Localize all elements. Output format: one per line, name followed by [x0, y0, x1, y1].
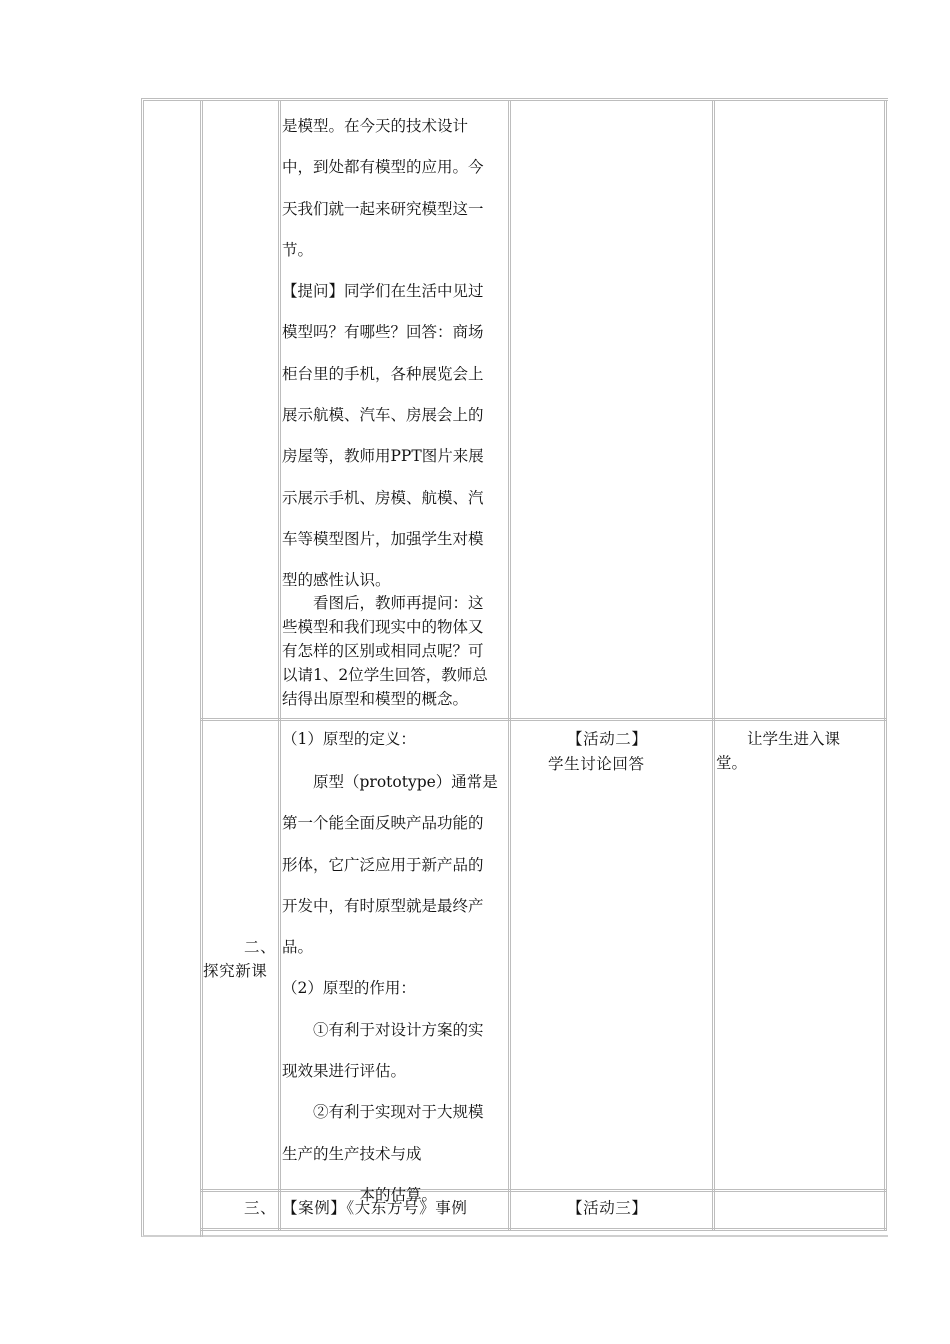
case-title: 【案例】《大东方号》事例	[282, 1199, 468, 1217]
text-line: 开发中，有时原型就是最终产	[282, 896, 484, 915]
row1-content-continued	[282, 591, 508, 711]
text-line: 第一个能全面反映产品功能的	[282, 814, 484, 833]
text-line: 生产的生产技术与成	[282, 1144, 422, 1163]
column-divider-4	[712, 101, 715, 1231]
text-line: 有怎样的区别或相同点呢？可	[282, 642, 484, 660]
text-line: 看图后，教师再提问：这	[282, 594, 484, 612]
column-divider-2	[278, 101, 281, 1231]
column-divider-5	[884, 101, 887, 1231]
activity-text: 学生讨论回答	[548, 755, 645, 773]
text-line: 形体，它广泛应用于新产品的	[282, 855, 484, 874]
text-line: 示展示手机、房模、航模、汽	[282, 488, 484, 507]
activity-title: 【活动三】	[567, 1199, 648, 1217]
text-line: 本的估算。	[282, 1185, 438, 1204]
text-line: 原型（prototype）通常是	[282, 773, 498, 791]
text-line: 品。	[282, 938, 314, 957]
row1-content	[282, 106, 508, 602]
text-line: 结得出原型和模型的概念。	[282, 690, 469, 708]
text-line: （2）原型的作用：	[282, 979, 416, 998]
column-divider-1	[200, 101, 203, 1237]
text-line: 堂。	[716, 754, 748, 772]
design-intent	[716, 727, 840, 775]
row-divider-1	[200, 718, 886, 721]
stage-number: 三、	[244, 1199, 277, 1217]
text-line: 柜台里的手机，各种展览会上	[282, 364, 484, 383]
stage-name: 探究新课	[203, 962, 268, 980]
text-line: 房屋等，教师用PPT图片来展	[282, 447, 484, 466]
text-line: 天我们就一起来研究模型这一	[282, 199, 484, 218]
lesson-plan-table	[141, 98, 888, 1237]
text-line: 些模型和我们现实中的物体又	[282, 618, 484, 636]
text-line: 现效果进行评估。	[282, 1062, 407, 1081]
text-line: 模型吗？有哪些？回答：商场	[282, 323, 484, 342]
row2-content	[282, 727, 508, 1216]
column-divider-3	[508, 101, 511, 1231]
text-line: ①有利于对设计方案的实	[282, 1020, 484, 1039]
activity-title: 【活动二】	[567, 730, 648, 748]
text-line: 是模型。在今天的技术设计	[282, 117, 469, 135]
text-line: 型的感性认识。	[282, 571, 391, 590]
text-line: 让学生进入课	[716, 730, 841, 748]
text-line: 中，到处都有模型的应用。今	[282, 158, 484, 177]
text-line: 展示航模、汽车、房展会上的	[282, 406, 484, 425]
text-line: ②有利于实现对于大规模	[282, 1103, 484, 1122]
stage-number: 二、	[244, 938, 277, 956]
text-line: （1）原型的定义：	[282, 730, 416, 748]
text-line: 车等模型图片，加强学生对模	[282, 529, 484, 548]
row-divider-3	[200, 1228, 886, 1231]
text-line: 节。	[282, 240, 314, 259]
text-line: 以请1、2位学生回答，教师总	[282, 666, 488, 684]
text-line: 【提问】同学们在生活中见过	[282, 282, 484, 301]
